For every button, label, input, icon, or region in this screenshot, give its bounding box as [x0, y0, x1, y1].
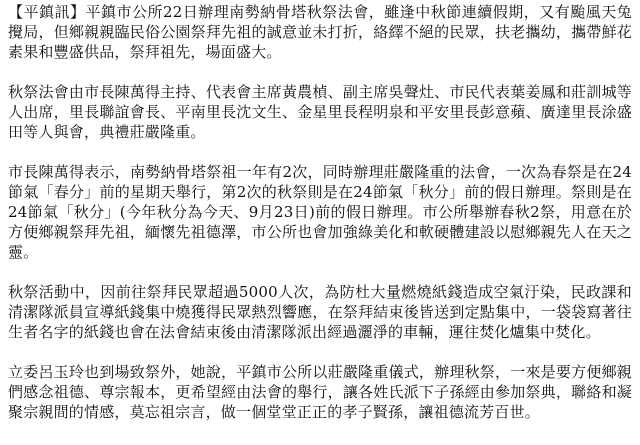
article-paragraph-lead: 【平鎮訊】平鎮市公所22日辦理南勢納骨塔秋祭法會，雖逢中秋節連續假期，又有颱風天兔攪局，但鄉親親臨民俗公園祭拜先祖的誠意並未打折，絡繹不絕的民眾，扶老攜幼，攜帶鮮花素果和豐盛供品，祭拜祖先，場面盛大。: [8, 3, 632, 61]
article-paragraph-legislator: 立委呂玉玲也到場致祭外，她說，平鎮市公所以莊嚴隆重儀式，辦理秋祭，一來是要方便鄉親們感念祖德、尊宗報本，更希望經由法會的舉行，讓各姓氏派下子孫經由參加祭典，聯絡和凝聚宗親間的情感，莫忘祖宗言，做一個堂堂正正的孝子賢孫，讓祖德流芳百世。: [8, 363, 632, 421]
article-paragraph-mayor-remarks: 市長陳萬得表示，南勢納骨塔祭祖一年有2次，同時辦理莊嚴隆重的法會，一次為春祭是在24節氣「春分」前的星期天舉行，第2次的秋祭則是在24節氣「秋分」前的假日辦理。祭則是在24節氣「秋分」(今年秋分為今天、9月23日)前的假日辦理。市公所舉辦春秋2祭，用意在於方便鄉親祭拜先祖，緬懷先祖德澤，市公所也會加強綠美化和軟硬體建設以慰鄉親先人在天之靈。: [8, 163, 632, 261]
article-paragraph-attendees: 秋祭法會由市長陳萬得主持、代表會主席黃農楨、副主席吳聲灶、市民代表葉姜鳳和莊訓城等人出席，里長聯誼會長、平南里長沈文生、金星里長程明泉和平安里長彭意蘋、廣達里長涂盛田等人與會，典禮莊嚴隆重。: [8, 83, 632, 141]
news-article: [8, 2, 632, 422]
article-paragraph-paper-money: 秋祭活動中，因前往祭拜民眾超過5000人次，為防杜大量燃燒紙錢造成空氣汙染，民政課和清潔隊派員宣導紙錢集中燒獲得民眾熱烈響應，在祭拜結束後皆送到定點集中，一袋袋寫著往生者名字的紙錢也會在法會結束後由清潔隊派出經過灑淨的車輛，運往焚化爐集中焚化。: [8, 283, 632, 341]
